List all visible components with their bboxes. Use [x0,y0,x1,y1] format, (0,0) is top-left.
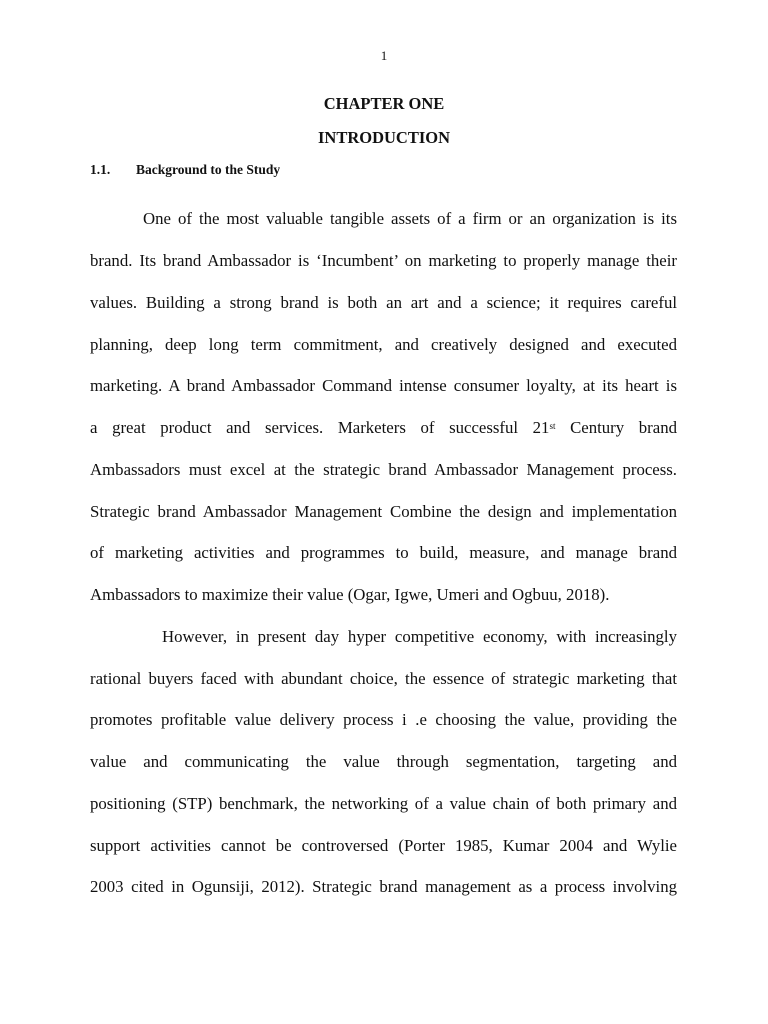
section-number: 1.1. [90,162,111,177]
section-title: Background to the Study [136,162,281,177]
page-number: 1 [380,48,388,63]
text-line [90,418,677,438]
text-line: support activities cannot be controversed (Porter 1985, Kumar 2004 and Wylie [90,836,677,855]
text-line: marketing. A brand Ambassador Command intense consumer loyalty, at its heart is [90,376,677,395]
chapter-subtitle: INTRODUCTION [317,128,451,147]
text-line: positioning (STP) benchmark, the networking of a value chain of both primary and [90,794,677,813]
text-line: brand. Its brand Ambassador is ‘Incumbent’ on marketing to properly manage their [90,251,677,270]
text-line: promotes profitable value delivery process i .e choosing the value, providing the [90,710,677,729]
chapter-title: CHAPTER ONE [323,94,445,113]
section-heading [90,162,280,178]
text-segment: Century brand [555,418,677,437]
text-line: rational buyers faced with abundant choice, the essence of strategic marketing that [90,669,677,688]
superscript: st [549,421,556,431]
text-line: of marketing activities and programmes to build, measure, and manage brand [90,543,677,562]
text-line: However, in present day hyper competitive economy, with increasingly [162,627,677,646]
text-line: value and communicating the value through segmentation, targeting and [90,752,677,771]
text-line: values. Building a strong brand is both an art and a science; it requires careful [90,293,677,312]
text-segment: a great product and services. Marketers of successful 21 [90,418,550,437]
text-line: Strategic brand Ambassador Management Combine the design and implementation [90,502,677,521]
text-line: 2003 cited in Ogunsiji, 2012). Strategic brand management as a process involving [90,877,677,896]
text-line: One of the most valuable tangible assets of a firm or an organization is its [143,209,677,228]
text-line: Ambassadors to maximize their value (Ogar, Igwe, Umeri and Ogbuu, 2018). [90,585,610,604]
text-line: planning, deep long term commitment, and creatively designed and executed [90,335,677,354]
text-line: Ambassadors must excel at the strategic brand Ambassador Management process. [90,460,677,479]
